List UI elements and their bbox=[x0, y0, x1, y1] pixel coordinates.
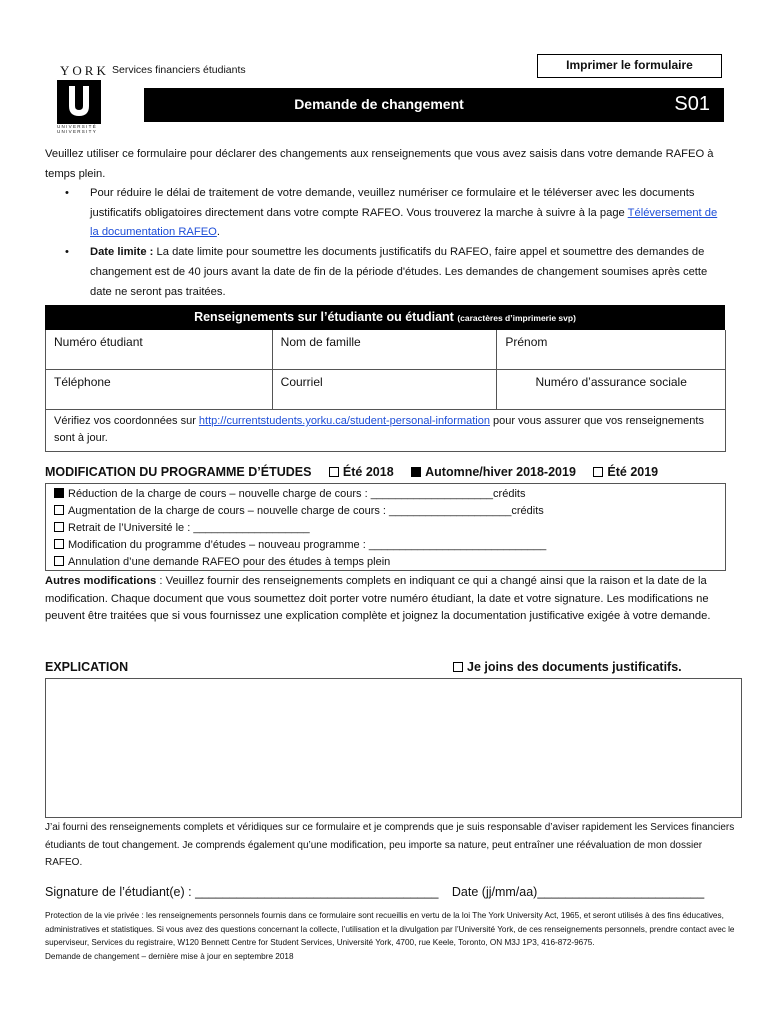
checkbox-course-load-reduction[interactable] bbox=[54, 488, 64, 498]
first-name-field[interactable]: Prénom bbox=[497, 330, 726, 370]
option-withdrawal[interactable]: Retrait de l’Université le : ___________________ bbox=[54, 520, 717, 537]
last-name-field[interactable]: Nom de famille bbox=[273, 330, 498, 370]
checkbox-course-load-increase[interactable] bbox=[54, 505, 64, 515]
checkbox-summer-2018[interactable] bbox=[329, 467, 339, 477]
form-title-bar bbox=[144, 88, 724, 122]
intro-text: Veuillez utiliser ce formulaire pour déclarer des changements aux renseignements que vous avez saisis dans votre demande RAFEO à temps plein. bbox=[45, 148, 714, 180]
student-number-field[interactable]: Numéro étudiant bbox=[46, 330, 273, 370]
option-program-change[interactable]: Modification du programme d’études – nouveau programme : _____________________________ bbox=[54, 537, 717, 554]
program-modification-heading: MODIFICATION DU PROGRAMME D’ÉTUDES Été 2018 Automne/hiver 2018-2019 Été 2019 bbox=[45, 465, 659, 479]
checkbox-program-change[interactable] bbox=[54, 539, 64, 549]
date-field[interactable]: Date (jj/mm/aa)________________________ bbox=[451, 885, 705, 899]
signature-line[interactable] bbox=[45, 885, 704, 899]
checkbox-summer-2019[interactable] bbox=[593, 467, 603, 477]
phone-field[interactable]: Téléphone bbox=[46, 370, 273, 410]
attach-docs-option[interactable]: Je joins des documents justificatifs. bbox=[453, 660, 682, 674]
checkbox-withdrawal[interactable] bbox=[54, 522, 64, 532]
student-info-heading: Renseignements sur l’étudiante ou étudiant (caractères d’imprimerie svp) bbox=[45, 305, 725, 330]
print-form-button[interactable]: Imprimer le formulaire bbox=[537, 54, 722, 78]
explanation-heading: EXPLICATION bbox=[45, 660, 129, 674]
revision-note: Demande de changement – dernière mise à jour en septembre 2018 bbox=[45, 951, 294, 961]
term-fall-winter-option[interactable]: Automne/hiver 2018-2019 bbox=[411, 465, 576, 479]
checkbox-attach-docs[interactable] bbox=[453, 662, 463, 672]
deadline-instruction: • Date limite : La date limite pour soumettre les documents justificatifs du RAFEO, faire appel et soumettre des demandes de changement est de 40 jours avant la date de fin de la période d'études. Les demandes de changement soumises après cette date ne seront pas traitées. bbox=[62, 243, 725, 302]
option-course-load-reduction[interactable]: Réduction de la charge de cours – nouvelle charge de cours : ____________________crédits bbox=[54, 486, 717, 503]
checkbox-cancel-application[interactable] bbox=[54, 556, 64, 566]
student-info-table bbox=[45, 330, 726, 452]
option-course-load-increase[interactable]: Augmentation de la charge de cours – nouvelle charge de cours : ____________________crédits bbox=[54, 503, 717, 520]
term-summer-2019-option[interactable]: Été 2019 bbox=[593, 465, 658, 479]
declaration-text: J’ai fourni des renseignements complets et véridiques sur ce formulaire et je comprends que je suis responsable d’aviser rapidement les Services financiers étudiants de tout changement. Je comprends également qu’une modification, peu importe sa nature, peut entraîner une réévaluation de mon dossier RAFEO. bbox=[45, 822, 735, 868]
verify-contact-note: Vérifiez vos coordonnées sur http://currentstudents.yorku.ca/student-personal-information pour vous assurer que vos renseignements sont à jour. bbox=[46, 410, 726, 452]
sin-field[interactable]: Numéro d’assurance sociale bbox=[497, 370, 726, 410]
term-summer-2018-option[interactable]: Été 2018 bbox=[329, 465, 394, 479]
upload-docs-link[interactable]: Téléversement de la documentation RAFEO bbox=[90, 206, 718, 239]
york-logo-subtitle: UNIVERSITÉ UNIVERSITY bbox=[57, 124, 98, 134]
signature-field[interactable]: Signature de l’étudiant(e) : ___________________________________ bbox=[45, 885, 439, 899]
instruction-list bbox=[62, 184, 725, 302]
privacy-notice: Protection de la vie privée : les renseignements personnels fournis dans ce formulaire sont recueillis en vertu de la loi The York University Act, 1965, et seront utilisés à des fins éducatives, administratives et statistiques. Si vous avez des questions concernant la collecte, l’utilisation et la divulgation par l’Université York, de ces renseignements personnels, prendre contact avec le superviseur, Services du registraire, W120 Bennett Centre for Student Services, Université York, 4700, rue Keele, Toronto, ON M3J 1P3, 416-872-9675. Demande de changement – dernière mise à jour en septembre 2018 bbox=[45, 909, 735, 963]
checkbox-fall-winter[interactable] bbox=[411, 467, 421, 477]
upload-instruction: • Pour réduire le délai de traitement de votre demande, veuillez numériser ce formulaire et le téléverser avec les documents justificatifs obligatoires directement dans votre compte RAFEO. Vous trouverez la marche à suivre à la page Téléversement de la documentation RAFEO. bbox=[62, 184, 725, 243]
explanation-textarea[interactable] bbox=[45, 678, 742, 818]
other-changes-text: Autres modifications : Veuillez fournir des renseignements complets en indiquant ce qui a changé ainsi que la raison et la date de la modification. Chaque document que vous soumettez doit porter votre numéro étudiant, la date et votre signature. Les modifications ne peuvent être traitées que si vous fournissez une explication complète et joignez la documentation justificative exigée à votre demande. bbox=[45, 575, 711, 622]
form-code: S01 bbox=[674, 93, 710, 115]
email-field[interactable]: Courriel bbox=[273, 370, 498, 410]
department-name: Services financiers étudiants bbox=[112, 64, 246, 76]
option-cancel-application[interactable]: Annulation d’une demande RAFEO pour des études à temps plein bbox=[54, 554, 717, 571]
york-u-logo-icon bbox=[57, 80, 101, 124]
personal-info-link[interactable]: http://currentstudents.yorku.ca/student-personal-information bbox=[198, 415, 490, 427]
form-title: Demande de changement bbox=[294, 96, 464, 112]
program-change-options bbox=[45, 483, 726, 571]
york-logo-text: YORK bbox=[60, 63, 109, 78]
